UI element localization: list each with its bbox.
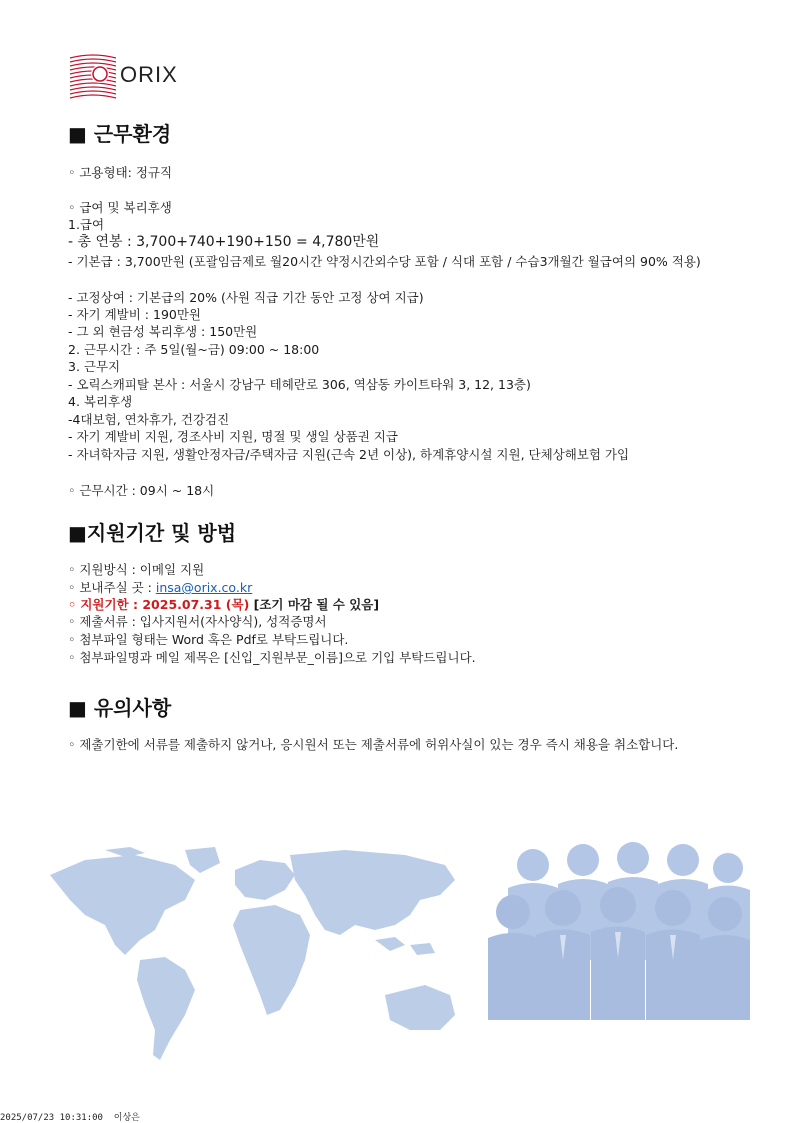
annual-salary: - 총 연봉 : 3,700+740+190+150 = 4,780만원 bbox=[68, 234, 380, 250]
apply-method: ◦ 지원방식 : 이메일 지원 bbox=[68, 562, 205, 577]
welfare-title: 4. 복리후생 bbox=[68, 394, 133, 409]
people-group-icon bbox=[488, 840, 753, 1020]
notes-text: ◦ 제출기한에 서류를 제출하지 않거나, 응시원서 또는 제출서류에 허위사실이 있는 경우 즉시 채용을 취소합니다. bbox=[68, 737, 679, 752]
deadline: 지원기한 : 2025.07.31 (목) bbox=[80, 597, 250, 612]
welfare-item: - 자기 계발비 지원, 경조사비 지원, 명절 및 생일 상품권 지급 bbox=[68, 429, 398, 444]
location-title: 3. 근무지 bbox=[68, 359, 121, 374]
deadline-bullet: ◦ bbox=[68, 597, 81, 612]
section-heading-work-env: ■ 근무환경 bbox=[68, 122, 172, 146]
email-label: ◦ 보내주실 곳 : bbox=[68, 580, 156, 595]
logo-text: ORIX bbox=[120, 62, 178, 87]
deadline-note: [조기 마감 될 수 있음] bbox=[249, 597, 380, 612]
deadline-line bbox=[68, 596, 379, 613]
email-link[interactable]: insa@orix.co.kr bbox=[155, 580, 253, 595]
documents: ◦ 제출서류 : 입사지원서(자사양식), 성적증명서 bbox=[68, 614, 327, 629]
work-hours: 2. 근무시간 : 주 5일(월~금) 09:00 ~ 18:00 bbox=[68, 342, 320, 357]
salary-title: 1.급여 bbox=[68, 217, 105, 232]
print-footer bbox=[0, 1110, 140, 1123]
section-heading-notes: ■ 유의사항 bbox=[68, 696, 172, 720]
file-format: ◦ 첨부파일 형태는 Word 혹은 Pdf로 부탁드립니다. bbox=[68, 632, 349, 647]
section-heading-apply: ■지원기간 및 방법 bbox=[68, 521, 237, 545]
file-name: ◦ 첨부파일명과 메일 제목은 [신입_지원부문_이름]으로 기입 부탁드립니다. bbox=[68, 650, 476, 665]
base-salary: - 기본급 : 3,700만원 (포괄임금제로 월20시간 약정시간외수당 포함 / 식대 포함 / 수습3개월간 월급여의 90% 적용) bbox=[68, 254, 701, 269]
location: - 오릭스캐피탈 본사 : 서울시 강남구 테헤란로 306, 역삼동 카이트타워 3, 12, 13층) bbox=[68, 377, 531, 392]
employment-type: ◦ 고용형태: 정규직 bbox=[68, 165, 173, 180]
benefits-title: ◦ 급여 및 복리후생 bbox=[68, 200, 172, 215]
footer-timestamp: 2025/07/23 10:31:00 bbox=[0, 1113, 103, 1123]
cash-benefits: - 그 외 현금성 복리후생 : 150만원 bbox=[68, 324, 258, 339]
email-line bbox=[68, 579, 252, 596]
self-dev-allowance: - 자기 계발비 : 190만원 bbox=[68, 307, 201, 322]
welfare-item: -4대보험, 연차휴가, 건강검진 bbox=[68, 412, 230, 427]
world-map-icon bbox=[45, 845, 465, 1075]
fixed-bonus: - 고정상여 : 기본급의 20% (사원 직급 기간 동안 고정 상여 지급) bbox=[68, 290, 424, 305]
footer-author: 이상은 bbox=[113, 1113, 140, 1123]
welfare-item: - 자녀학자금 지원, 생활안정자금/주택자금 지원(근속 2년 이상), 하계휴양시설 지원, 단체상해보험 가입 bbox=[68, 447, 630, 462]
work-time: ◦ 근무시간 : 09시 ~ 18시 bbox=[68, 483, 215, 498]
